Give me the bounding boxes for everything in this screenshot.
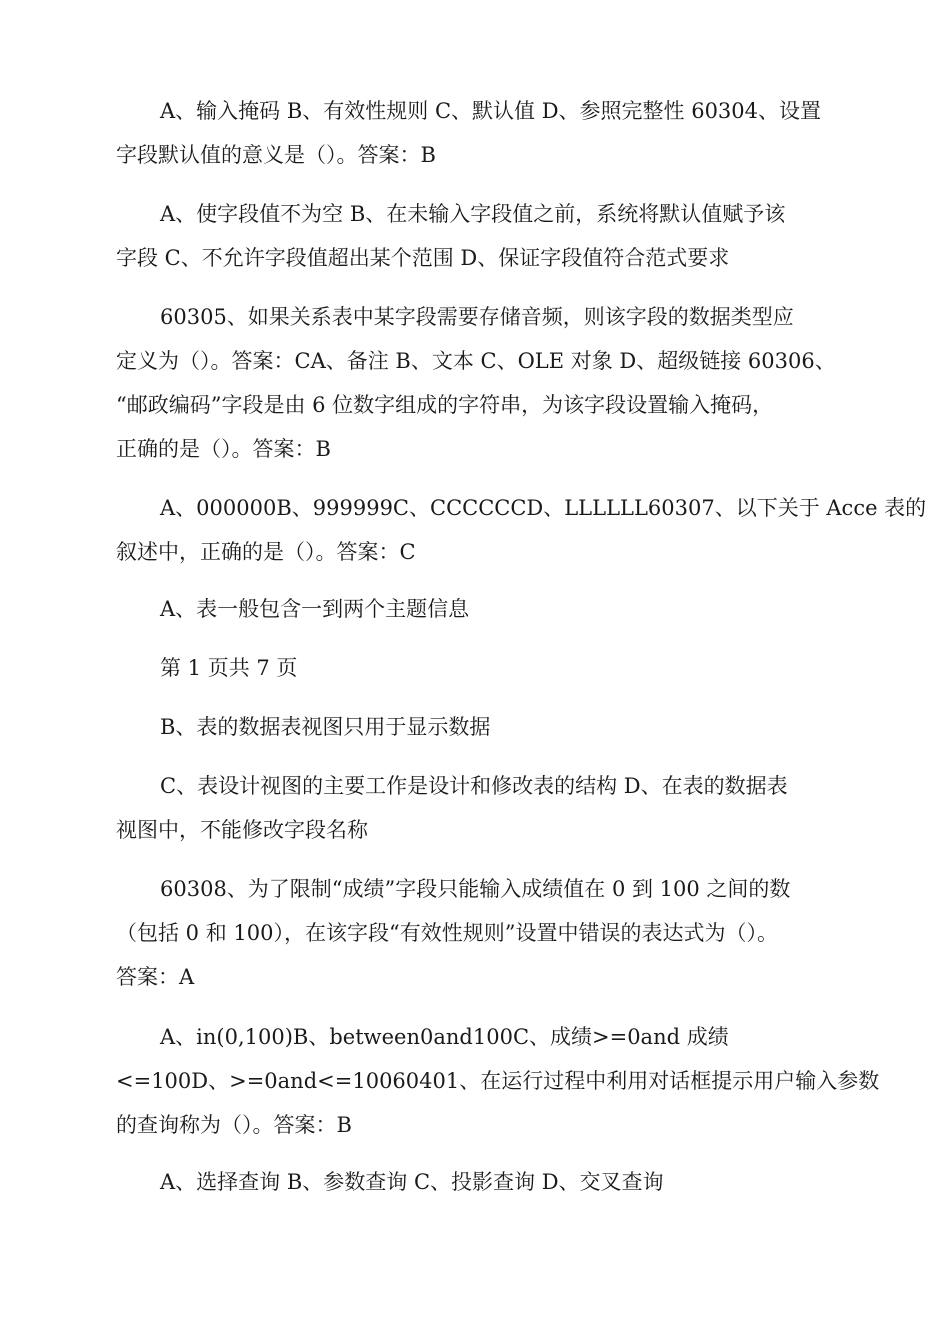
text-line: 第 1 页共 7 页 [160, 656, 298, 680]
text-line: A、000000B、999999C、CCCCCCD、LLLLLL60307、以下关于 Acce 表的 [160, 496, 927, 520]
text-line: C、表设计视图的主要工作是设计和修改表的结构 D、在表的数据表 [160, 774, 788, 798]
text-line: （包括 0 和 100），在该字段“有效性规则”设置中错误的表达式为（）。 [116, 921, 778, 945]
text-line: 60305、如果关系表中某字段需要存储音频，则该字段的数据类型应 [160, 305, 794, 329]
paragraph-60306-options [116, 486, 927, 574]
paragraph-60307-options-c-d [116, 764, 846, 852]
text-line: 字段 C、不允许字段值超出某个范围 D、保证字段值符合范式要求 [116, 246, 730, 270]
text-line: 60308、为了限制“成绩”字段只能输入成绩值在 0 到 100 之间的数 [160, 877, 791, 901]
text-line: 叙述中，正确的是（）。答案：C [116, 540, 416, 564]
paragraph-60308-options [116, 1015, 880, 1147]
text-line: <=100D、>=0and<=10060401、在运行过程中利用对话框提示用户输入参数 [116, 1069, 880, 1093]
paragraph-60401-options [116, 1160, 846, 1204]
page-number [116, 646, 846, 690]
text-line: 的查询称为（）。答案：B [116, 1113, 352, 1137]
text-line: 正确的是（）。答案：B [116, 437, 331, 461]
text-line: 视图中，不能修改字段名称 [116, 818, 368, 842]
text-line: A、in(0,100)B、between0and100C、成绩>=0and 成绩 [160, 1025, 729, 1049]
text-line: A、选择查询 B、参数查询 C、投影查询 D、交叉查询 [160, 1170, 664, 1194]
text-line: A、输入掩码 B、有效性规则 C、默认值 D、参照完整性 60304、设置 [160, 99, 822, 123]
paragraph-60308-question [116, 867, 846, 999]
paragraph-60307-option-a [116, 587, 846, 631]
paragraph-60305-question [116, 295, 846, 471]
paragraph-60304-options [116, 192, 846, 280]
paragraph-60303-options [116, 89, 846, 177]
text-line: “邮政编码”字段是由 6 位数字组成的字符串，为该字段设置输入掩码， [116, 393, 774, 417]
text-line: 答案：A [116, 965, 195, 989]
text-line: B、表的数据表视图只用于显示数据 [160, 715, 491, 739]
paragraph-60307-option-b [116, 705, 846, 749]
text-line: A、表一般包含一到两个主题信息 [160, 597, 470, 621]
text-line: A、使字段值不为空 B、在未输入字段值之前，系统将默认值赋予该 [160, 202, 786, 226]
text-line: 字段默认值的意义是（）。答案：B [116, 143, 436, 167]
text-line: 定义为（）。答案：CA、备注 B、文本 C、OLE 对象 D、超级链接 60306、 [116, 349, 836, 373]
